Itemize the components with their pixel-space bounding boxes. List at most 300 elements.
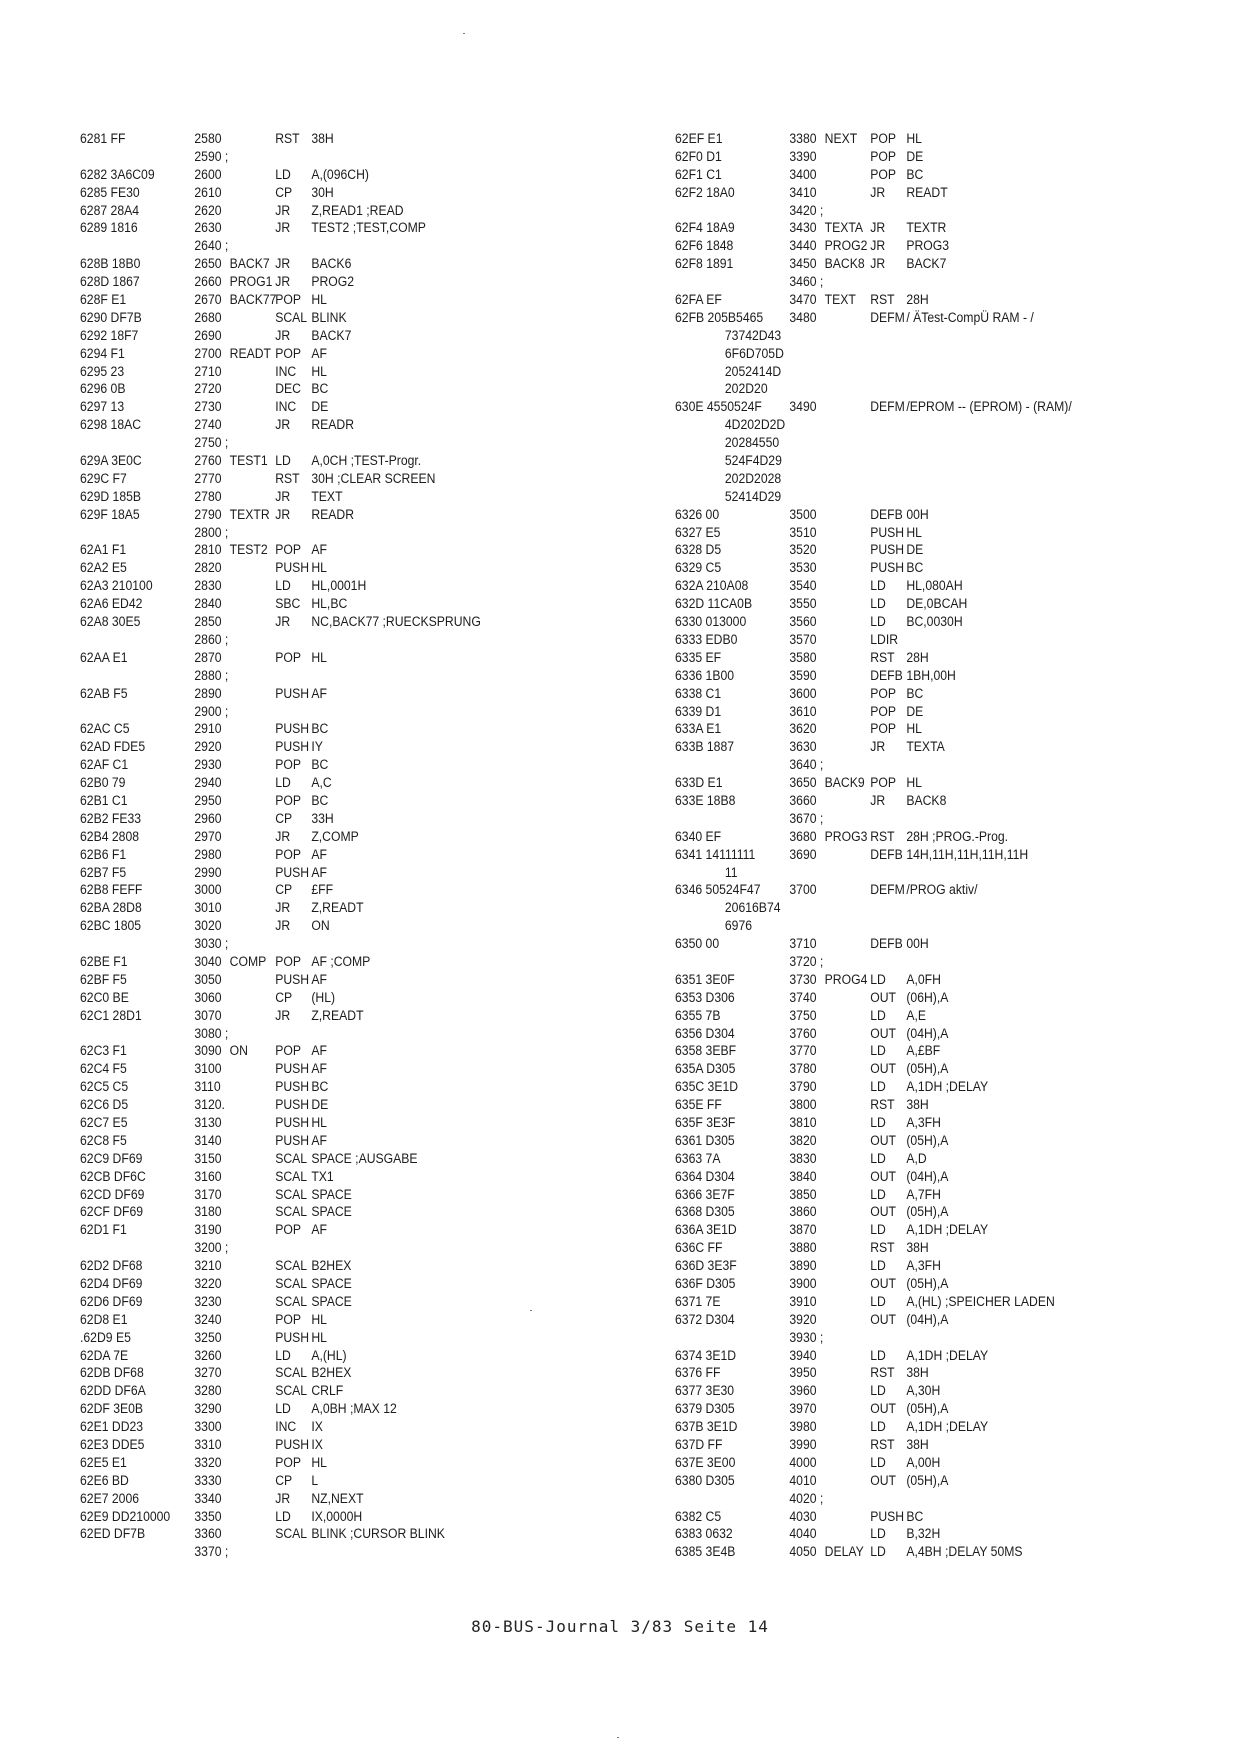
operand: DE — [906, 542, 924, 559]
label: DELAY — [824, 1544, 864, 1561]
mnemonic: SCAL — [275, 1258, 308, 1275]
mnemonic: LD — [870, 1043, 886, 1060]
address-bytes: 62D1 F1 — [80, 1222, 127, 1239]
continued-bytes: 202D2028 — [724, 470, 782, 487]
address-bytes: 636C FF — [675, 1240, 723, 1257]
continued-bytes: 6F6D705D — [724, 345, 784, 362]
address-bytes: 62F8 1891 — [675, 256, 734, 273]
line-number: 3430 — [789, 220, 817, 237]
line-number: 3540 — [789, 578, 817, 595]
continued-bytes: 4D202D2D — [724, 417, 786, 434]
line-number: 2630 — [194, 220, 222, 237]
continued-bytes: 2052414D — [724, 363, 782, 380]
address-bytes: 6350 00 — [675, 936, 720, 953]
operand: HL — [311, 1311, 327, 1328]
address-bytes: 6281 FF — [80, 131, 126, 147]
address-bytes: 6366 3E7F — [675, 1186, 735, 1203]
mnemonic: RST — [275, 470, 300, 487]
address-bytes: 62E7 2006 — [80, 1490, 140, 1507]
line-number: 2840 — [194, 596, 222, 613]
mnemonic: JR — [275, 918, 291, 935]
address-bytes: 6361 D305 — [675, 1132, 735, 1149]
mnemonic: JR — [870, 220, 886, 237]
address-bytes: 6382 C5 — [675, 1508, 722, 1525]
line-number: 2700 — [194, 345, 222, 362]
operand: AF — [311, 685, 327, 702]
line-number: 2890 — [194, 685, 222, 702]
mnemonic: RST — [870, 1240, 895, 1257]
mnemonic: LD — [870, 596, 886, 613]
operand: A,4BH ;DELAY 50MS — [906, 1544, 1023, 1561]
line-number: 3340 — [194, 1490, 222, 1507]
line-number: 2690 — [194, 327, 222, 344]
line-number: 3030 ; — [194, 936, 229, 953]
line-number: 2600 — [194, 166, 222, 183]
address-bytes: 6290 DF7B — [80, 309, 142, 326]
operand: A,C — [311, 775, 332, 792]
address-bytes: 6340 EF — [675, 828, 722, 845]
line-number: 2820 — [194, 560, 222, 577]
line-number: 2790 — [194, 506, 222, 523]
address-bytes: 62E6 BD — [80, 1472, 129, 1489]
address-bytes: 62CD DF69 — [80, 1186, 145, 1203]
line-number: 3870 — [789, 1222, 817, 1239]
operand: 38H — [906, 1240, 929, 1257]
line-number: 4030 — [789, 1508, 817, 1525]
mnemonic: LDIR — [870, 631, 899, 648]
line-number: 3510 — [789, 524, 817, 541]
address-bytes: 637D FF — [675, 1437, 723, 1454]
mnemonic: LD — [870, 971, 886, 988]
mnemonic: PUSH — [275, 1132, 310, 1149]
line-number: 2720 — [194, 381, 222, 398]
mnemonic: SCAL — [275, 1293, 308, 1310]
address-bytes: 62DB DF68 — [80, 1365, 144, 1382]
continued-bytes: 20616B74 — [724, 900, 781, 917]
mnemonic: JR — [275, 256, 291, 273]
operand: BACK8 — [906, 792, 947, 809]
operand: / ÄTest-CompÜ RAM - / — [906, 309, 1034, 326]
line-number: 3930 ; — [789, 1329, 824, 1346]
operand: SPACE — [311, 1276, 352, 1292]
line-number: 3730 — [789, 971, 817, 988]
mnemonic: LD — [870, 1293, 886, 1310]
operand: HL — [906, 721, 922, 738]
mnemonic: SCAL — [275, 1383, 308, 1400]
address-bytes: 6353 D306 — [675, 989, 735, 1006]
operand: A,£BF — [906, 1043, 941, 1060]
operand: 00H — [906, 506, 929, 523]
mnemonic: RST — [870, 649, 895, 666]
operand: HL — [906, 524, 922, 541]
label: PROG4 — [824, 971, 868, 988]
address-bytes: 62AA E1 — [80, 649, 128, 666]
operand: PROG2 — [311, 274, 355, 291]
continued-bytes: 6976 — [724, 918, 753, 935]
mnemonic: INC — [275, 399, 297, 416]
mnemonic: OUT — [870, 1025, 896, 1042]
line-number: 2980 — [194, 846, 222, 863]
label: TEXTR — [229, 506, 270, 523]
mnemonic: LD — [870, 1114, 886, 1131]
mnemonic: LD — [870, 1347, 886, 1364]
line-number: 2990 — [194, 864, 222, 881]
operand: DE,0BCAH — [906, 596, 968, 613]
mnemonic: POP — [870, 131, 896, 147]
operand: A,30H — [906, 1383, 941, 1400]
label: BACK8 — [824, 256, 865, 273]
mnemonic: JR — [275, 417, 291, 434]
address-bytes: 62E3 DDE5 — [80, 1437, 145, 1454]
operand: AF — [311, 971, 327, 988]
operand: HL — [311, 363, 327, 380]
mnemonic: OUT — [870, 1401, 896, 1418]
mnemonic: POP — [870, 775, 896, 792]
operand: AF — [311, 345, 327, 362]
mnemonic: JR — [870, 238, 886, 255]
line-number: 3260 — [194, 1347, 222, 1364]
address-bytes: 629C F7 — [80, 470, 127, 487]
mnemonic: RST — [870, 292, 895, 309]
mnemonic: LD — [870, 1079, 886, 1096]
address-bytes: 6371 7E — [675, 1293, 721, 1310]
line-number: 3500 — [789, 506, 817, 523]
operand: (05H),A — [906, 1276, 949, 1292]
operand: /PROG aktiv/ — [906, 882, 978, 899]
label: PROG1 — [229, 274, 273, 291]
mnemonic: OUT — [870, 1132, 896, 1149]
address-bytes: 6296 0B — [80, 381, 126, 398]
line-number: 3230 — [194, 1293, 222, 1310]
line-number: 3270 — [194, 1365, 222, 1382]
line-number: 2760 — [194, 453, 222, 470]
address-bytes: 62B7 F5 — [80, 864, 127, 881]
operand: 38H — [906, 1365, 929, 1382]
line-number: 2650 — [194, 256, 222, 273]
address-bytes: 6364 D304 — [675, 1168, 735, 1185]
address-bytes: 6374 3E1D — [675, 1347, 737, 1364]
operand: Z,READ1 ;READ — [311, 202, 404, 219]
operand: 38H — [906, 1437, 929, 1454]
mnemonic: POP — [275, 792, 301, 809]
mnemonic: PUSH — [275, 560, 310, 577]
mnemonic: POP — [275, 1311, 301, 1328]
operand: DE — [906, 148, 924, 165]
line-number: 3140 — [194, 1132, 222, 1149]
mnemonic: CP — [275, 882, 293, 899]
operand: HL,080AH — [906, 578, 963, 595]
address-bytes: 62A6 ED42 — [80, 596, 143, 613]
address-bytes: 633D E1 — [675, 775, 723, 792]
mnemonic: JR — [275, 900, 291, 917]
address-bytes: 62EF E1 — [675, 131, 723, 147]
address-bytes: 636D 3E3F — [675, 1258, 737, 1275]
mnemonic: LD — [870, 1150, 886, 1167]
operand: 30H — [311, 184, 334, 201]
address-bytes: 633A E1 — [675, 721, 722, 738]
address-bytes: 62B0 79 — [80, 775, 126, 792]
address-bytes: 62D6 DF69 — [80, 1293, 143, 1310]
mnemonic: POP — [275, 757, 301, 774]
scan-speck — [463, 33, 465, 34]
address-bytes: 6333 EDB0 — [675, 631, 738, 648]
mnemonic: RST — [275, 131, 300, 147]
operand: SPACE — [311, 1293, 352, 1310]
operand: HL,BC — [311, 596, 348, 613]
mnemonic: JR — [275, 1490, 291, 1507]
line-number: 2750 ; — [194, 435, 229, 452]
operand: IX — [311, 1419, 323, 1436]
address-bytes: 6376 FF — [675, 1365, 721, 1382]
address-bytes: 62AB F5 — [80, 685, 128, 702]
line-number: 3110 — [194, 1079, 221, 1096]
address-bytes: 629D 185B — [80, 488, 142, 505]
address-bytes: 62FA EF — [675, 292, 722, 309]
mnemonic: POP — [275, 953, 301, 970]
operand: A,00H — [906, 1454, 941, 1471]
address-bytes: 6363 7A — [675, 1150, 721, 1167]
label: ON — [229, 1043, 248, 1060]
line-number: 2950 — [194, 792, 222, 809]
mnemonic: PUSH — [870, 560, 905, 577]
mnemonic: JR — [275, 828, 291, 845]
address-bytes: 632A 210A08 — [675, 578, 749, 595]
operand: 28H ;PROG.-Prog. — [906, 828, 1009, 845]
mnemonic: DEFB — [870, 506, 903, 523]
operand: PROG3 — [906, 238, 950, 255]
line-number: 3940 — [789, 1347, 817, 1364]
line-number: 3790 — [789, 1079, 817, 1096]
operand: IY — [311, 739, 323, 756]
line-number: 2780 — [194, 488, 222, 505]
line-number: 3890 — [789, 1258, 817, 1275]
mnemonic: OUT — [870, 1311, 896, 1328]
address-bytes: 6295 23 — [80, 363, 125, 380]
address-bytes: 6285 FE30 — [80, 184, 140, 201]
address-bytes: 6368 D305 — [675, 1204, 735, 1221]
address-bytes: 637B 3E1D — [675, 1419, 738, 1436]
line-number: 3750 — [789, 1007, 817, 1024]
line-number: 3240 — [194, 1311, 222, 1328]
operand: HL — [311, 1454, 327, 1471]
line-number: 3440 — [789, 238, 817, 255]
mnemonic: PUSH — [275, 685, 310, 702]
line-number: 3840 — [789, 1168, 817, 1185]
operand: A,1DH ;DELAY — [906, 1222, 989, 1239]
mnemonic: LD — [275, 578, 291, 595]
address-bytes: 62B8 FEFF — [80, 882, 143, 899]
mnemonic: POP — [870, 166, 896, 183]
line-number: 3480 — [789, 309, 817, 326]
line-number: 3250 — [194, 1329, 222, 1346]
address-bytes: 6338 C1 — [675, 685, 722, 702]
mnemonic: LD — [275, 1508, 291, 1525]
line-number: 3040 — [194, 953, 222, 970]
operand: A,0CH ;TEST-Progr. — [311, 453, 422, 470]
address-bytes: 62AD FDE5 — [80, 739, 146, 756]
operand: BACK6 — [311, 256, 352, 273]
line-number: 2860 ; — [194, 631, 229, 648]
mnemonic: LD — [870, 614, 886, 631]
address-bytes: 62A3 210100 — [80, 578, 153, 595]
mnemonic: POP — [870, 703, 896, 720]
address-bytes: 6336 1B00 — [675, 667, 735, 684]
mnemonic: PUSH — [275, 971, 310, 988]
operand: BC — [311, 381, 329, 398]
line-number: 3990 — [789, 1437, 817, 1454]
address-bytes: 62D2 DF68 — [80, 1258, 143, 1275]
operand: READT — [906, 184, 948, 201]
operand: A,1DH ;DELAY — [906, 1079, 989, 1096]
operand: AF — [311, 1061, 327, 1078]
mnemonic: JR — [870, 184, 886, 201]
line-number: 3450 — [789, 256, 817, 273]
line-number: 2880 ; — [194, 667, 229, 684]
mnemonic: JR — [870, 256, 886, 273]
line-number: 3050 — [194, 971, 222, 988]
line-number: 3920 — [789, 1311, 817, 1328]
operand: SPACE — [311, 1204, 352, 1221]
line-number: 3490 — [789, 399, 817, 416]
line-number: 3060 — [194, 989, 222, 1006]
mnemonic: DEFM — [870, 399, 905, 416]
operand: Z,READT — [311, 1007, 364, 1024]
operand: BC — [906, 685, 924, 702]
mnemonic: LD — [870, 1544, 886, 1561]
mnemonic: JR — [275, 1007, 291, 1024]
line-number: 2850 — [194, 614, 222, 631]
operand: SPACE — [311, 1186, 352, 1203]
line-number: 2740 — [194, 417, 222, 434]
mnemonic: JR — [275, 327, 291, 344]
operand: L — [311, 1472, 319, 1489]
address-bytes: 635E FF — [675, 1097, 722, 1114]
operand: BC — [311, 1079, 329, 1096]
address-bytes: 62A8 30E5 — [80, 614, 141, 631]
continued-bytes: 52414D29 — [724, 488, 782, 505]
mnemonic: PUSH — [870, 524, 905, 541]
line-number: 3850 — [789, 1186, 817, 1203]
operand: BLINK ;CURSOR BLINK — [311, 1526, 445, 1543]
line-number: 3680 — [789, 828, 817, 845]
address-bytes: 62A1 F1 — [80, 542, 127, 559]
operand: TEXTA — [906, 739, 945, 756]
mnemonic: SCAL — [275, 1365, 308, 1382]
line-number: 3550 — [789, 596, 817, 613]
address-bytes: 6385 3E4B — [675, 1544, 736, 1561]
operand: Z,READT — [311, 900, 364, 917]
operand: £FF — [311, 882, 334, 899]
mnemonic: POP — [275, 1043, 301, 1060]
line-number: 3600 — [789, 685, 817, 702]
mnemonic: PUSH — [275, 1114, 310, 1131]
mnemonic: LD — [870, 1383, 886, 1400]
operand: B2HEX — [311, 1258, 352, 1275]
operand: HL — [906, 131, 922, 147]
line-number: 3100 — [194, 1061, 222, 1078]
line-number: 3420 ; — [789, 202, 824, 219]
line-number: 2920 — [194, 739, 222, 756]
label: TEST2 — [229, 542, 268, 559]
mnemonic: LD — [870, 1419, 886, 1436]
continued-bytes: 202D20 — [724, 381, 768, 398]
address-bytes: 62BA 28D8 — [80, 900, 142, 917]
address-bytes: 62FB 205B5465 — [675, 309, 764, 326]
label: BACK77 — [229, 292, 277, 309]
operand: BLINK — [311, 309, 347, 326]
line-number: 2730 — [194, 399, 222, 416]
line-number: 4020 ; — [789, 1490, 824, 1507]
operand: A,1DH ;DELAY — [906, 1347, 989, 1364]
address-bytes: 6358 3EBF — [675, 1043, 737, 1060]
operand: NC,BACK77 ;RUECKSPRUNG — [311, 614, 481, 631]
mnemonic: SCAL — [275, 1186, 308, 1203]
address-bytes: 637E 3E00 — [675, 1454, 736, 1471]
line-number: 3170 — [194, 1186, 222, 1203]
mnemonic: INC — [275, 363, 297, 380]
line-number: 4040 — [789, 1526, 817, 1543]
address-bytes: 6355 7B — [675, 1007, 721, 1024]
line-number: 3000 — [194, 882, 222, 899]
address-bytes: 6289 1816 — [80, 220, 138, 237]
mnemonic: LD — [275, 1401, 291, 1418]
line-number: 3190 — [194, 1222, 222, 1239]
address-bytes: 628F E1 — [80, 292, 127, 309]
page-footer: 80-BUS-Journal 3/83 Seite 14 — [471, 1617, 769, 1636]
address-bytes: 629F 18A5 — [80, 506, 140, 523]
address-bytes: 62E5 E1 — [80, 1454, 127, 1471]
address-bytes: 62B1 C1 — [80, 792, 128, 809]
operand: B2HEX — [311, 1365, 352, 1382]
operand: TX1 — [311, 1168, 334, 1185]
mnemonic: SBC — [275, 596, 301, 613]
address-bytes: 635A D305 — [675, 1061, 736, 1078]
address-bytes: 6380 D305 — [675, 1472, 735, 1489]
operand: DE — [906, 703, 924, 720]
mnemonic: LD — [870, 1454, 886, 1471]
line-number: 2660 — [194, 274, 222, 291]
operand: (04H),A — [906, 1168, 949, 1185]
address-bytes: 62BE F1 — [80, 953, 128, 970]
mnemonic: POP — [870, 148, 896, 165]
line-number: 3760 — [789, 1025, 817, 1042]
mnemonic: POP — [275, 846, 301, 863]
label: COMP — [229, 953, 267, 970]
continued-bytes: 11 — [724, 864, 738, 881]
mnemonic: PUSH — [275, 1097, 310, 1114]
line-number: 3530 — [789, 560, 817, 577]
address-bytes: 628B 18B0 — [80, 256, 141, 273]
address-bytes: 62C8 F5 — [80, 1132, 127, 1149]
label: NEXT — [824, 131, 858, 147]
line-number: 3320 — [194, 1454, 222, 1471]
line-number: 3180 — [194, 1204, 222, 1221]
operand: AF — [311, 542, 327, 559]
line-number: 3900 — [789, 1276, 817, 1292]
operand: AF — [311, 1132, 327, 1149]
mnemonic: LD — [870, 1526, 886, 1543]
mnemonic: CP — [275, 184, 293, 201]
operand: BACK7 — [906, 256, 947, 273]
operand: A,(HL) — [311, 1347, 347, 1364]
address-bytes: 62D8 E1 — [80, 1311, 128, 1328]
line-number: 3280 — [194, 1383, 222, 1400]
operand: B,32H — [906, 1526, 941, 1543]
address-bytes: 6351 3E0F — [675, 971, 735, 988]
address-bytes: 635C 3E1D — [675, 1079, 739, 1096]
mnemonic: SCAL — [275, 1204, 308, 1221]
line-number: 3310 — [194, 1437, 222, 1454]
